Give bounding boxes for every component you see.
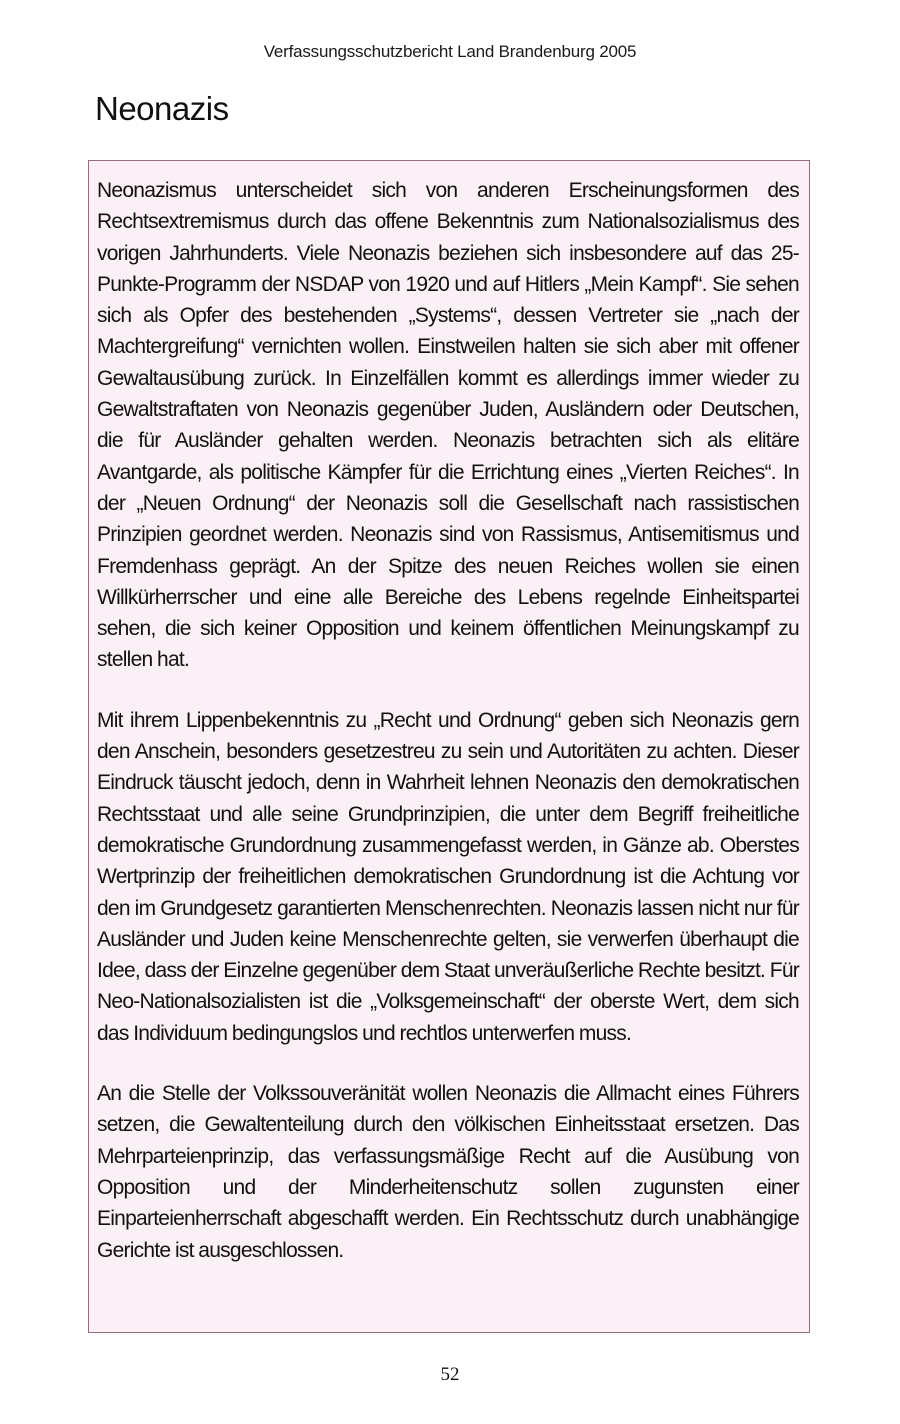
info-box — [88, 160, 810, 1333]
section-title: Neonazis — [95, 90, 229, 127]
info-paragraph-1: Neonazismus unterscheidet sich von anderen Erscheinungsformen des Rechtsextremismus durch das offene Bekenntnis zum Nationalsozialismus des vorigen Jahrhunderts. Viele Neonazis beziehen sich insbesondere auf das 25-Punkte-Programm der NSDAP von 1920 und auf Hitlers „Mein Kampf“. Sie sehen sich als Opfer des bestehenden „Systems“, dessen Vertreter sie „nach der Machtergreifung“ vernichten wollen. Einstweilen halten sie sich aber mit offener Gewaltausübung zurück. In Einzelfällen kommt es allerdings immer wieder zu Gewaltstraftaten von Neonazis gegenüber Juden, Ausländern oder Deutschen, die für Ausländer gehalten werden. Neonazis betrachten sich als elitäre Avantgarde, als politische Kämpfer für die Errichtung eines „Vierten Reiches“. In der „Neuen Ordnung“ der Neonazis soll die Gesellschaft nach rassistischen Prinzipien geordnet werden. Neonazis sind von Rassismus, Antisemitismus und Fremdenhass geprägt. An der Spitze des neuen Reiches wollen sie einen Willkürherrscher und eine alle Bereiche des Lebens regelnde Einheitspartei sehen, die sich keiner Opposition und keinem öffentlichen Meinungskampf zu stellen hat. — [97, 179, 799, 672]
info-paragraph-3: An die Stelle der Volkssouveränität wollen Neonazis die Allmacht eines Führers setzen, die Gewaltenteilung durch den völkischen Einheitsstaat ersetzen. Das Mehrparteienprinzip, das verfassungsmäßige Recht auf die Ausübung von Opposition und der Minderheitenschutz sollen zugunsten einer Einparteienherrschaft abgeschafft werden. Ein Rechtsschutz durch unabhängige Gerichte ist ausgeschlossen. — [97, 1082, 799, 1262]
info-paragraph-2: Mit ihrem Lippenbekenntnis zu „Recht und Ordnung“ geben sich Neonazis gern den Anschein, besonders gesetzestreu zu sein und Autoritäten zu achten. Dieser Eindruck täuscht jedoch, denn in Wahrheit lehnen Neonazis den demokratischen Rechtsstaat und alle seine Grundprinzipien, die unter dem Begriff freiheitliche demokratische Grundordnung zusammengefasst werden, in Gänze ab. Oberstes Wertprinzip der freiheitlichen demokratischen Grundordnung ist die Achtung vor den im Grundgesetz garantierten Menschenrechten. Neonazis lassen nicht nur für Ausländer und Juden keine Menschenrechte gelten, sie verwerfen überhaupt die Idee, dass der Einzelne gegenüber dem Staat unveräußerliche Rechte besitzt. Für Neo-Nationalsozialisten ist die „Volksgemeinschaft“ der oberste Wert, dem sich das Individuum bedingungslos und rechtlos unterwerfen muss. — [97, 708, 799, 1045]
running-header: Verfassungsschutzbericht Land Brandenburg 2005 — [263, 42, 637, 61]
page-number: 52 — [440, 1364, 460, 1385]
